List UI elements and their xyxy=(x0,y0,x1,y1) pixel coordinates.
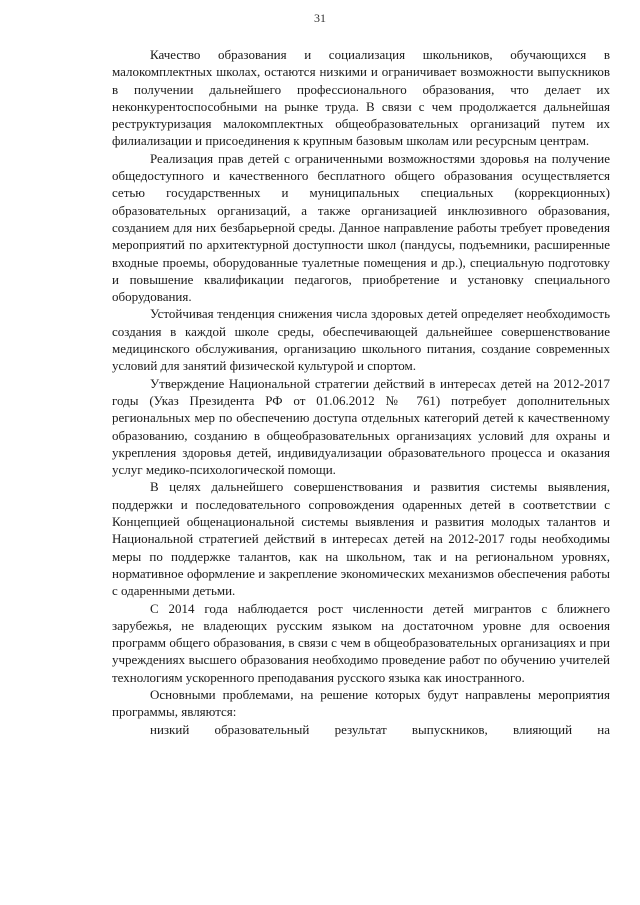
paragraph-migrant-children: С 2014 года наблюдается рост численности детей мигрантов с ближнего зарубежья, не владеющих русским языком на достаточном уровне для освоения программ общего образования, в связи с чем в общеобразовательных организациях и при учреждениях высшего образования необходимо проведение работ по обучению учителей технологиям ускоренного преподавания русского языка как иностранного. xyxy=(112,600,610,685)
paragraph-gifted-children: В целях дальнейшего совершенствования и развития системы выявления, поддержки и последовательного сопровождения одаренных детей в соответствии с Концепцией общенациональной системы выявления и развития молодых талантов и Национальной стратегией действий в интересах детей на 2012-2017 годы необходимы меры по поддержке талантов, как на школьном, так и на региональном уровнях, нормативное оформление и закрепление экономических механизмов обеспечения работы с одаренными детьми. xyxy=(112,479,610,599)
paragraph-problem-item: низкий образовательный результат выпускников, влияющий на xyxy=(150,721,610,737)
paragraph-small-schools: Качество образования и социализация школьников, обучающихся в малокомплектных школах, остаются низкими и ограничивает возможности выпускников в получении дальнейшего профессионального образования, что делает их неконкурентоспособными на рынке труда. В связи с чем продолжается дальнейшая реструктуризация малокомплектных общеобразовательных организаций путем их филиализации и присоединения к крупным базовым школам или ресурсным центрам. xyxy=(112,47,610,149)
paragraph-national-strategy: Утверждение Национальной стратегии действий в интересах детей на 2012-2017 годы (Указ Президента РФ от 01.06.2012 № 761) потребует дополнительных региональных мер по обеспечению доступа отдельных категорий детей к качественному образованию, созданию в общеобразовательных организациях условий для охраны и укрепления здоровья детей, индивидуализации образовательного процесса и оказания услуг медико-психологической помощи. xyxy=(112,375,610,478)
page-number: 31 xyxy=(314,11,326,25)
document-body xyxy=(112,46,610,738)
paragraph-disabled-children: Реализация прав детей с ограниченными возможностями здоровья на получение общедоступного и качественного бесплатного общего образования осуществляется сетью государственных и муниципальных специальных (коррекционных) образовательных организаций, а также организацией инклюзивного образования, созданием для них безбарьерной среды. Данное направление работы требует проведения мероприятий по архитектурной доступности школ (пандусы, подъемники, расширенные входные проемы, оборудованные туалетные помещения и др.), специальную подготовку и повышение квалификации педагогов, приобретение и установку специального оборудования. xyxy=(112,150,610,305)
paragraph-health-trend: Устойчивая тенденция снижения числа здоровых детей определяет необходимость создания в каждой школе среды, обеспечивающей дальнейшее совершенствование медицинского обслуживания, организацию школьного питания, создание современных условий для занятий физической культурой и спортом. xyxy=(112,306,610,374)
paragraph-main-problems: Основными проблемами, на решение которых будут направлены мероприятия программы, являются: xyxy=(112,686,610,720)
